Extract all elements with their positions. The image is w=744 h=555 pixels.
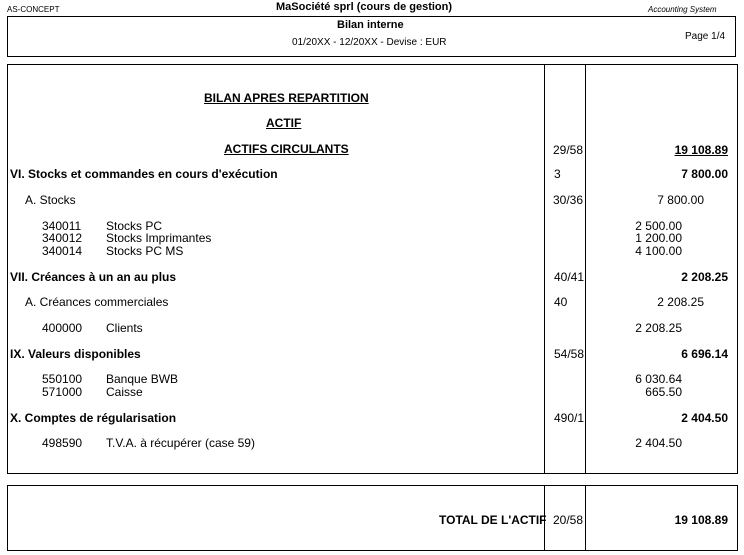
- account-number: 340012: [42, 231, 83, 245]
- software-tag: AS-CONCEPT: [7, 5, 60, 14]
- group-title: VI. Stocks et commandes en cours d'exécution: [10, 167, 278, 181]
- account-number: 400000: [42, 321, 83, 335]
- account-number: 550100: [42, 372, 83, 386]
- account-number: 340014: [42, 244, 83, 258]
- subgroup-total: 7 800.00: [657, 193, 704, 207]
- group-total: 2 208.25: [681, 270, 728, 284]
- subgroup-title: A. Créances commerciales: [25, 295, 169, 309]
- group-total: 2 404.50: [681, 411, 728, 425]
- group-title: IX. Valeurs disponibles: [10, 347, 141, 361]
- account-amount: 6 030.64: [635, 372, 682, 386]
- group-code: 54/58: [554, 347, 585, 361]
- account-label: Caisse: [106, 385, 143, 399]
- total-amount: 19 108.89: [674, 513, 728, 527]
- subgroup-title: A. Stocks: [25, 193, 76, 207]
- total-label: TOTAL DE L'ACTIF: [439, 513, 547, 527]
- account-amount: 2 500.00: [635, 219, 682, 233]
- total-code: 20/58: [553, 513, 584, 527]
- column-divider: [585, 65, 586, 473]
- system-tag: Accounting System: [648, 5, 717, 14]
- subgroup-code: 40: [554, 295, 568, 309]
- subgroup-total: 2 208.25: [657, 295, 704, 309]
- subgroup-code: 30/36: [553, 193, 584, 207]
- report-header: [7, 16, 736, 57]
- account-label: Stocks PC MS: [106, 244, 184, 258]
- section-title: ACTIFS CIRCULANTS: [224, 142, 349, 156]
- column-divider: [585, 486, 586, 550]
- report-period: 01/20XX - 12/20XX - Devise : EUR: [292, 37, 447, 48]
- group-title: X. Comptes de régularisation: [10, 411, 177, 425]
- side-title: ACTIF: [266, 116, 302, 130]
- statement-title: BILAN APRES REPARTITION: [204, 91, 369, 105]
- group-total: 7 800.00: [681, 167, 728, 181]
- account-amount: 665.50: [645, 385, 682, 399]
- group-code: 40/41: [554, 270, 585, 284]
- section-total: 19 108.89: [674, 143, 728, 157]
- total-section: [7, 485, 738, 551]
- account-label: Stocks Imprimantes: [106, 231, 212, 245]
- account-number: 498590: [42, 436, 83, 450]
- group-code: 490/1: [554, 411, 585, 425]
- report-title: Bilan interne: [337, 19, 404, 31]
- company-name: MaSociété sprl (cours de gestion): [276, 1, 453, 13]
- group-code: 3: [554, 167, 561, 181]
- balance-table: [7, 64, 738, 474]
- account-label: T.V.A. à récupérer (case 59): [106, 436, 255, 450]
- account-label: Clients: [106, 321, 143, 335]
- account-amount: 2 404.50: [635, 436, 682, 450]
- account-amount: 4 100.00: [635, 244, 682, 258]
- account-amount: 1 200.00: [635, 231, 682, 245]
- section-code: 29/58: [553, 143, 584, 157]
- account-label: Stocks PC: [106, 219, 163, 233]
- column-divider: [544, 65, 545, 473]
- page-number: Page 1/4: [685, 31, 726, 42]
- account-number: 340011: [42, 219, 82, 233]
- account-amount: 2 208.25: [635, 321, 682, 335]
- group-total: 6 696.14: [681, 347, 728, 361]
- group-title: VII. Créances à un an au plus: [10, 270, 177, 284]
- account-label: Banque BWB: [106, 372, 179, 386]
- account-number: 571000: [42, 385, 83, 399]
